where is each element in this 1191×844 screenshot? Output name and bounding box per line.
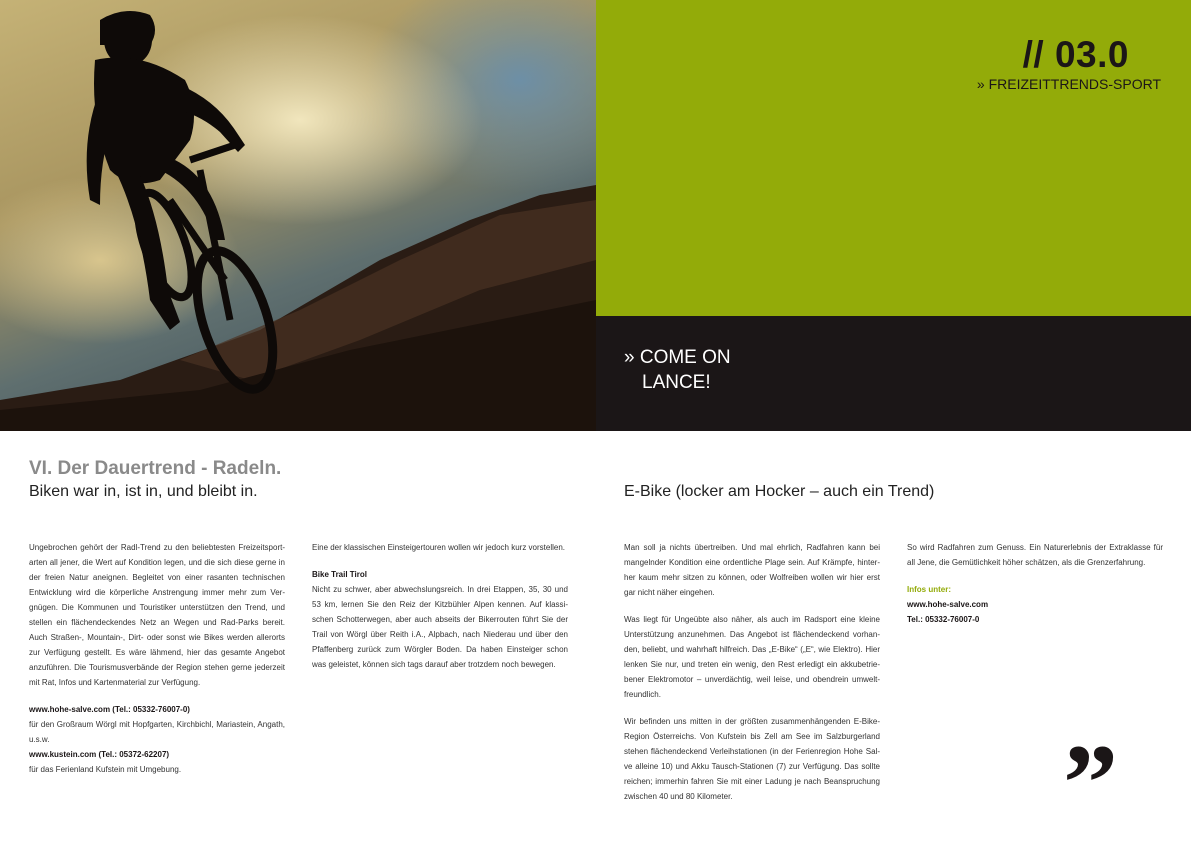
hohe-salve-description: für den Großraum Wörgl mit Hopfgarten, Kirchbichl, Mariastein, Angath, u.s.w. bbox=[29, 720, 285, 744]
ebike-paragraph-3: Wir befinden uns mitten in der größten zusammenhängenden E-Bike-Region Österreichs. Von Kufstein bis Zell am See im Salzburgerland stehen flächendeckend Verleihstationen (in der Ferienregion Hohe Sal-ve alleine 10) und Akku Tausch-Stationen (7) zur Verfügung. Das sollte reichen; immerhin fahren Sie mit einer Ladung je nach Beanspruchung zwischen 40 und 80 Kilometer. bbox=[624, 717, 880, 801]
column-1-paragraph: Ungebrochen gehört der Radl-Trend zu den beliebtesten Freizeitsport-arten all jener, die Wert auf Kondition legen, und die sich diese gerne in der freien Natur aneignen. Begleitet von einer rasanten technischen Entwicklung wird die körperliche Anstrengung immer mehr zum Ver-gnügen. Die Kommunen und Touristiker unterstützen den Trend, und stellen ein flächendeckendes Netz an Wegen und Rad-Parks bereit. Auch Straßen-, Mountain-, Dirt- oder sonst wie Bikes werden allerorts zur Verfügung gestellt. Es wäre lähmend, hier das gesamte Angebot anzuführen. Die Tourismusverbände der Region stehen gerne jederzeit mit Rat, Infos und Kartenmaterial zur Verfügung. bbox=[29, 543, 285, 687]
column-4-paragraph: So wird Radfahren zum Genuss. Ein Naturerlebnis der Extraklasse für all Jene, die Gemütlichkeit höher schätzen, als die Grenzerfahrung. bbox=[907, 543, 1163, 567]
pull-quote-line2: LANCE! bbox=[642, 372, 711, 393]
info-url-link[interactable]: www.hohe-salve.com bbox=[907, 600, 989, 609]
info-label: Infos unter: bbox=[907, 585, 951, 594]
ebike-paragraph-2: Was liegt für Ungeübte also näher, als auch im Radsport eine kleine Unterstützung anzunehmen. Das Angebot ist flächendeckend vorhan-den, beliebt, und wahrhaft hilfreich. Das „E-Bike“ („E“, wie Elektro). Hier lenken Sie nur, und treten ein wenig, den Rest erledigt ein akkubetrie-bener Elektromotor – unverdächtig, weil leise, und obendrein umwelt-freundlich. bbox=[624, 615, 880, 699]
column-2 bbox=[312, 540, 568, 684]
section-header-panel bbox=[596, 0, 1191, 316]
info-phone: Tel.: 05332-76007-0 bbox=[907, 615, 980, 624]
pull-quote-line1: » COME ON bbox=[624, 347, 731, 368]
column-4 bbox=[907, 540, 1163, 627]
ebike-title: E-Bike (locker am Hocker – auch ein Trend) bbox=[624, 483, 935, 500]
closing-quote-icon: ” bbox=[1063, 722, 1118, 844]
column-2-intro: Eine der klassischen Einsteigertouren wollen wir jedoch kurz vorstellen. bbox=[312, 543, 566, 552]
ebike-paragraph-1: Man soll ja nichts übertreiben. Und mal ehrlich, Radfahren kann bei mangelnder Kondition eine ordentliche Plage sein. Auf Krämpfe, hinter-her kaum mehr sitzen zu können, oder Wolfreiben wollen wir hier erst gar nicht näher eingehen. bbox=[624, 543, 880, 597]
bike-trail-heading: Bike Trail Tirol bbox=[312, 570, 367, 579]
kustein-link[interactable]: www.kustein.com (Tel.: 05372-62207) bbox=[29, 750, 170, 759]
biker-silhouette-illustration bbox=[0, 0, 596, 431]
section-number: // 03.0 bbox=[1022, 34, 1129, 75]
bike-trail-paragraph: Nicht zu schwer, aber abwechslungsreich. In drei Etappen, 35, 30 und 53 km, lernen Sie den Reiz der Kitzbühler Alpen kennen. Auf klassi-schen Schotterwegen, aber auch abseits der Bikerrouten führt Sie der Trail von Wörgl über Reith i.A., Alpbach, nach Niederau und über den Pfaffenberg zurück zum Wörgler Boden. Da haben Einsteiger schon was geleistet, können sich tags darauf aber trotzdem noch bewegen. bbox=[312, 585, 568, 669]
column-1 bbox=[29, 540, 285, 777]
hohe-salve-link[interactable]: www.hohe-salve.com (Tel.: 05332-76007-0) bbox=[29, 705, 190, 714]
article-title: VI. Der Dauertrend - Radeln. bbox=[29, 458, 282, 479]
kustein-description: für das Ferienland Kufstein mit Umgebung. bbox=[29, 765, 182, 774]
section-subtitle: » FREIZEITTRENDS-SPORT bbox=[976, 76, 1161, 92]
article-subtitle: Biken war in, ist in, und bleibt in. bbox=[29, 483, 258, 500]
quote-panel bbox=[596, 316, 1191, 431]
pull-quote bbox=[624, 345, 731, 395]
biker-photo bbox=[0, 0, 596, 431]
column-3 bbox=[624, 540, 880, 816]
